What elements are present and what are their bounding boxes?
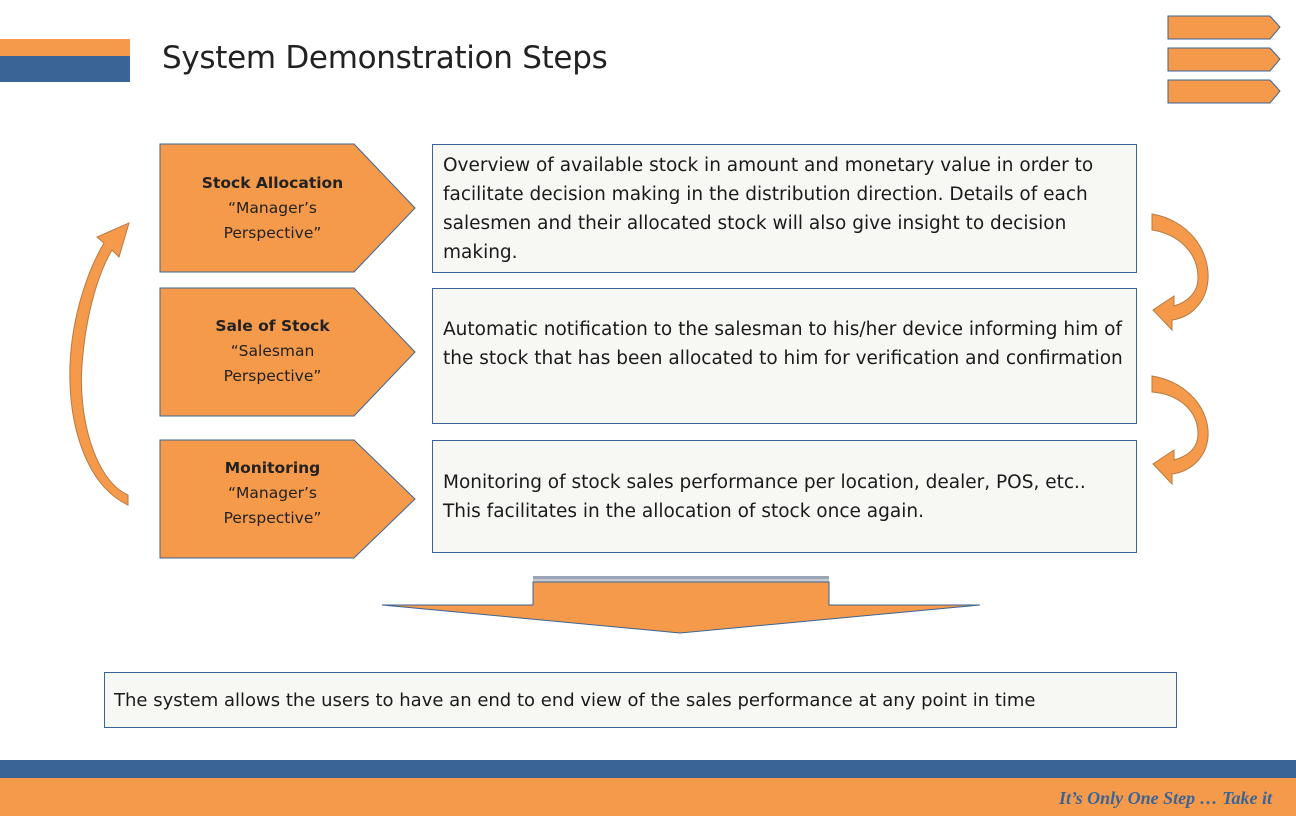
step-3-subtitle-line-1: “Manager’s — [228, 484, 317, 502]
summary-box — [104, 672, 1177, 728]
cycle-back-arrow-icon — [64, 215, 134, 510]
step-3-title: Monitoring — [224, 459, 321, 477]
step-2-label — [160, 314, 385, 389]
step-2-description-box — [432, 288, 1137, 424]
step-1-label — [160, 171, 385, 246]
nav-arrow-1 — [1168, 16, 1280, 39]
step-3-label — [160, 456, 385, 531]
step-1-description-box — [432, 144, 1137, 273]
step-1-description: Overview of available stock in amount and monetary value in order to facilitate decision making in the distribution direction. Details of each salesmen and their allocated stock will also give insight to decision making. — [443, 154, 1094, 263]
step-1-subtitle-line-1: “Manager’s — [228, 199, 317, 217]
footer-tagline: It’s Only One Step … Take it — [1058, 788, 1272, 808]
step-2-subtitle-line-2: Perspective” — [223, 367, 322, 385]
slide-title: System Demonstration Steps — [162, 40, 608, 76]
flow-arrow-2-icon — [1148, 372, 1214, 490]
step-3-subtitle-line-2: Perspective” — [223, 509, 322, 527]
step-2-subtitle-line-1: “Salesman — [230, 342, 315, 360]
nav-arrows-icon — [1166, 14, 1282, 108]
step-3-description: Monitoring of stock sales performance per location, dealer, POS, etc.. This facilitates in the allocation of stock once again. — [443, 471, 1086, 522]
flow-arrow-1-icon — [1148, 210, 1214, 335]
step-2-title: Sale of Stock — [215, 317, 330, 335]
header-accent-blue — [0, 56, 130, 82]
nav-arrow-2 — [1168, 48, 1280, 71]
header-accent-orange — [0, 39, 130, 56]
footer-bar-blue — [0, 760, 1296, 778]
nav-arrow-3 — [1168, 80, 1280, 103]
summary-text: The system allows the users to have an end to end view of the sales performance at any point in time — [114, 689, 1036, 711]
down-arrow-icon — [378, 574, 984, 636]
step-1-subtitle-line-2: Perspective” — [223, 224, 322, 242]
step-3-description-box — [432, 440, 1137, 553]
step-2-description: Automatic notification to the salesman to his/her device informing him of the stock that has been allocated to him for verification and confirmation — [443, 319, 1123, 369]
step-1-title: Stock Allocation — [201, 174, 344, 192]
